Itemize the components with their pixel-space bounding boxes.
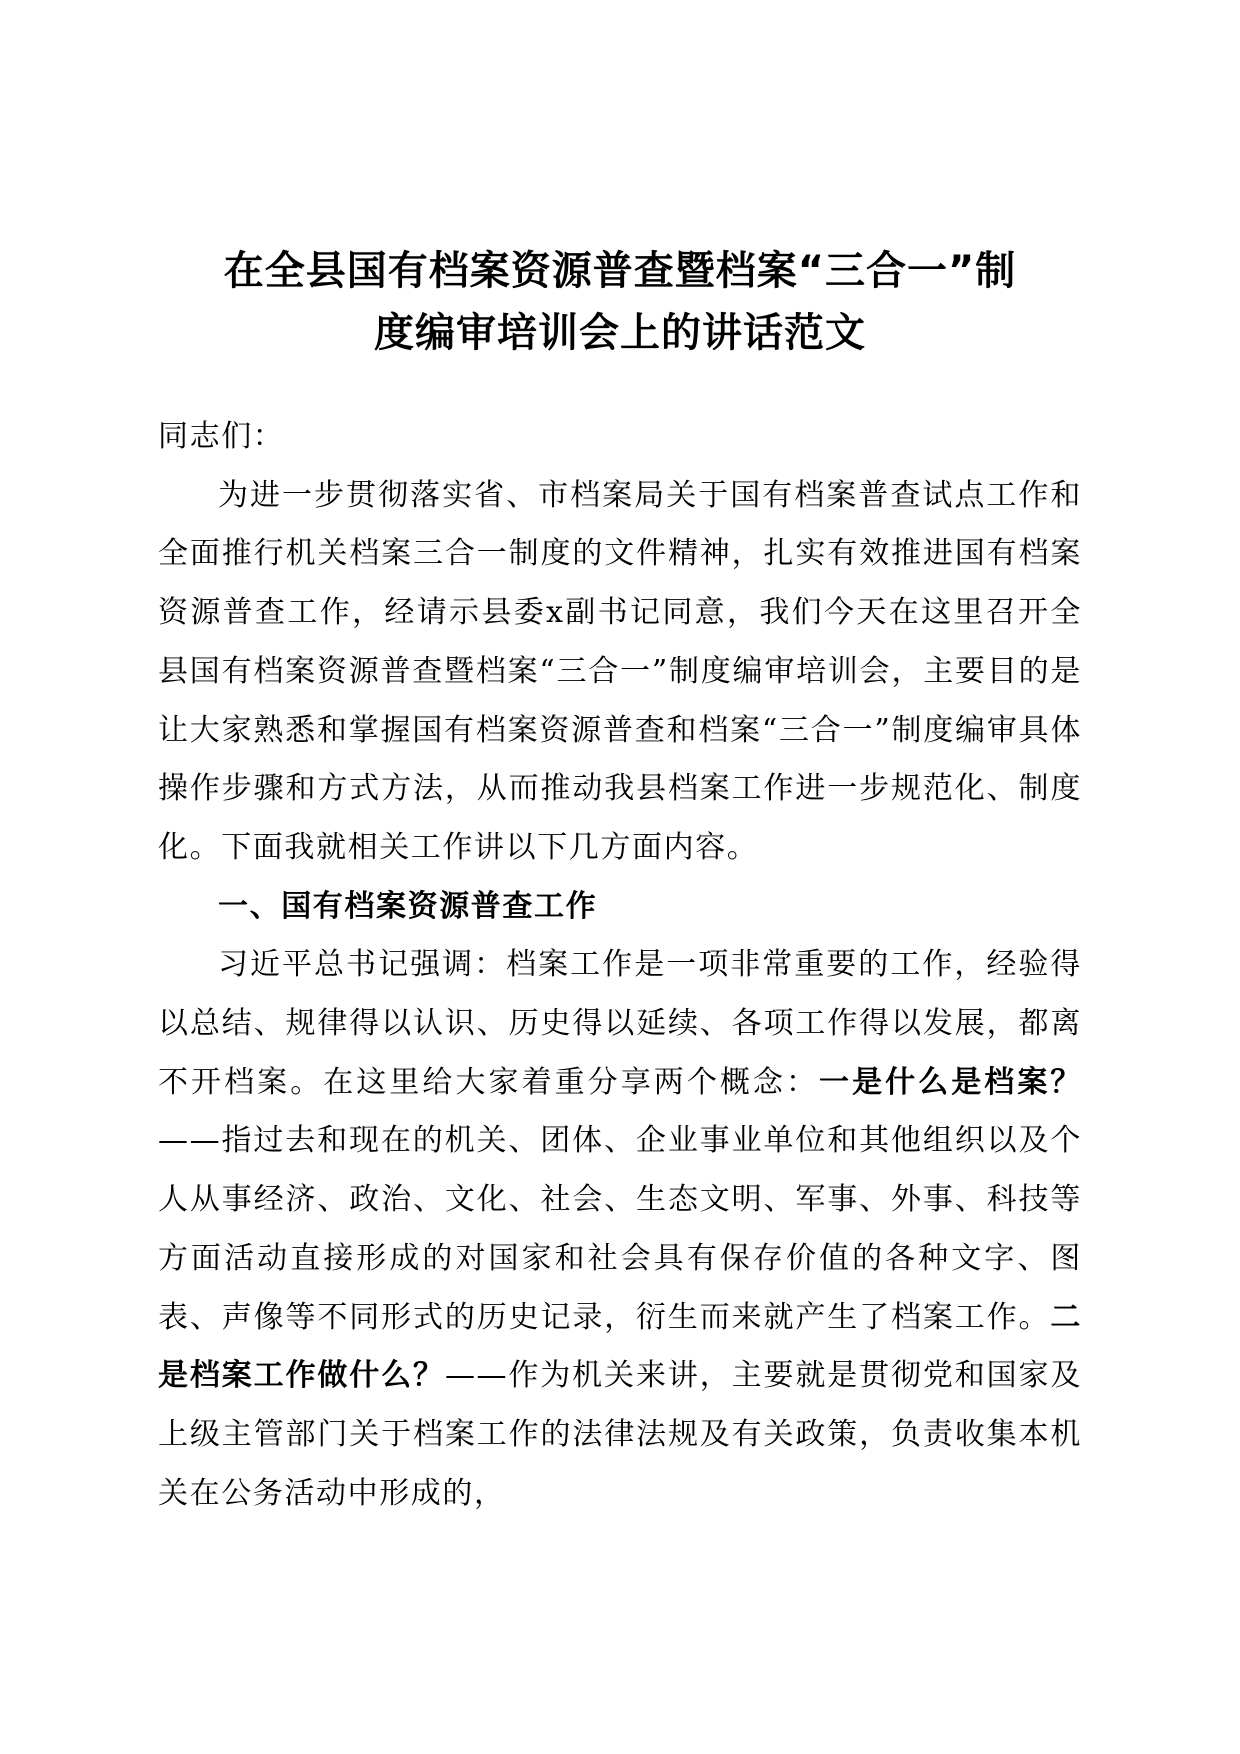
emphasis-what-archive-work-does: 二是档案工作做什么？ <box>158 1299 1082 1394</box>
document-body <box>158 408 1082 1523</box>
paragraph-text: ——指过去和现在的机关、团体、企业事业单位和其他组织以及个人从事经济、政治、文化、社会、生态文明、军事、外事、科技等方面活动直接形成的对国家和社会具有保存价值的各种文字、图表、声像等不同形式的历史记录，衍生而来就产生了档案工作。 <box>158 1123 1082 1335</box>
paragraph-text: 习近平总书记强调：档案工作是一项非常重要的工作，经验得以总结、规律得以认识、历史得以延续、各项工作得以发展，都离不开档案。在这里给大家着重分享两个概念： <box>158 947 1082 1100</box>
title-line-2: 度编审培训会上的讲话范文 <box>374 310 866 356</box>
title-line-1: 在全县国有档案资源普查暨档案“三合一”制 <box>223 248 1017 294</box>
section-heading-1: 一、国有档案资源普查工作 <box>218 888 598 924</box>
salutation: 同志们： <box>158 419 285 454</box>
emphasis-what-is-archive: 一是什么是档案？ <box>819 1064 1082 1100</box>
document-title <box>150 240 1090 364</box>
paragraph-text: ——作为机关来讲，主要就是贯彻党和国家及上级主管部门关于档案工作的法律法规及有关政策，负责收集本机关在公务活动中形成的， <box>158 1358 1082 1511</box>
section-1-paragraph <box>158 936 1082 1523</box>
intro-paragraph: 为进一步贯彻落实省、市档案局关于国有档案普查试点工作和全面推行机关档案三合一制度的文件精神，扎实有效推进国有档案资源普查工作，经请示县委x副书记同意，我们今天在这里召开全县国有档案资源普查暨档案“三合一”制度编审培训会，主要目的是让大家熟悉和掌握国有档案资源普查和档案“三合一”制度编审具体操作步骤和方式方法，从而推动我县档案工作进一步规范化、制度化。下面我就相关工作讲以下几方面内容。 <box>158 477 1082 865</box>
